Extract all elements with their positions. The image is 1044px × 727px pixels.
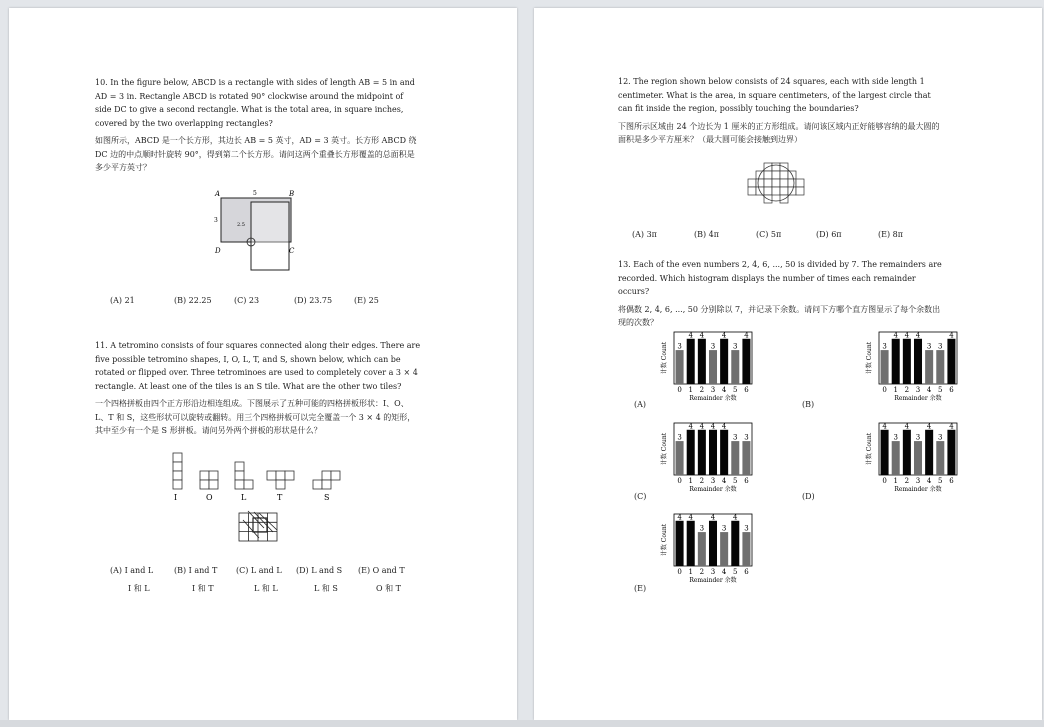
question-10 <box>95 76 421 175</box>
answer-option[interactable]: (B) 22.25 <box>174 296 212 305</box>
bar <box>676 350 684 384</box>
x-tick-label: 1 <box>688 386 693 394</box>
question-13-text: 13. Each of the even numbers 2, 4, 6, ..., 50 is divided by 7. The remainders are recorded. Which histogram displays the number of times each remainder occurs? <box>618 260 942 296</box>
histogram-e[interactable] <box>634 508 754 590</box>
question-10-text: 10. In the figure below, ABCD is a rectangle with sides of length AB = 5 in and AD = 3 in. Rectangle ABCD is rotated 90° clockwise around the midpoint of side DC to give a second rectangle. What is the total area, in square inches, covered by the two overlapping rectangles? <box>95 78 415 128</box>
label-side-left: 3 <box>214 217 218 224</box>
bar <box>742 339 750 384</box>
bar-value-label: 4 <box>926 422 932 431</box>
x-tick-label: 2 <box>904 477 910 485</box>
histogram-a[interactable] <box>634 326 754 408</box>
bar-value-label: 4 <box>710 513 716 522</box>
x-axis-label: Remainder 余数 <box>689 486 737 493</box>
bar-value-label: 3 <box>744 524 749 533</box>
bar <box>947 430 955 475</box>
grid-square <box>788 179 796 187</box>
question-11-answers-zh <box>128 583 436 594</box>
rectangle-3x4-sketch <box>237 510 281 544</box>
answer-option[interactable]: (D) 6π <box>816 230 842 239</box>
question-11-answers <box>110 566 418 575</box>
bar <box>720 339 728 384</box>
grid-square <box>764 179 772 187</box>
x-tick-label: 0 <box>882 477 887 485</box>
bar <box>698 532 706 566</box>
bar-value-label: 3 <box>677 342 682 351</box>
bar-value-label: 4 <box>721 331 727 340</box>
bar-value-label: 3 <box>938 342 943 351</box>
bar-value-label: 4 <box>904 422 910 431</box>
histogram-option-letter[interactable]: (B) <box>802 400 815 409</box>
histogram-option-letter[interactable]: (D) <box>802 492 815 501</box>
x-tick-label: 6 <box>949 386 954 394</box>
bar <box>936 350 944 384</box>
x-tick-label: 5 <box>733 568 738 576</box>
bar <box>892 441 900 475</box>
x-tick-label: 5 <box>733 386 738 394</box>
grid-square <box>772 163 780 171</box>
x-tick-label: 5 <box>733 477 738 485</box>
x-tick-label: 5 <box>938 386 943 394</box>
x-tick-label: 4 <box>721 477 727 485</box>
question-10-figure <box>209 186 309 281</box>
x-tick-label: 2 <box>904 386 910 394</box>
page-right <box>534 8 1042 720</box>
x-tick-label: 3 <box>710 477 716 485</box>
grid-square <box>780 179 788 187</box>
grid-square <box>796 179 804 187</box>
grid-square <box>748 179 756 187</box>
x-tick-label: 5 <box>938 477 943 485</box>
answer-option[interactable]: (A) I and L <box>110 566 154 575</box>
grid-square <box>772 179 780 187</box>
label-b: B <box>289 190 295 198</box>
x-tick-label: 6 <box>744 477 749 485</box>
x-tick-label: 1 <box>893 477 898 485</box>
shape-label-l: L <box>241 493 247 502</box>
answer-option-zh: I 和 L <box>128 584 150 593</box>
bar <box>687 339 695 384</box>
horizontal-scrollbar[interactable] <box>0 720 1044 727</box>
shape-label-s: S <box>324 493 330 502</box>
bar-value-label: 3 <box>882 342 887 351</box>
question-13 <box>618 258 944 330</box>
label-inner: 2.5 <box>237 222 245 228</box>
bar-value-label: 3 <box>721 524 727 533</box>
histogram-option-letter[interactable]: (A) <box>634 400 647 409</box>
x-axis-label: Remainder 余数 <box>894 395 942 402</box>
histogram-option-letter[interactable]: (C) <box>634 492 647 501</box>
grid-square <box>796 187 804 195</box>
bar <box>698 339 706 384</box>
bar <box>881 430 889 475</box>
bar-value-label: 4 <box>721 422 727 431</box>
grid-square <box>772 171 780 179</box>
bar-value-label: 4 <box>699 422 705 431</box>
answer-option[interactable]: (E) 25 <box>354 296 379 305</box>
grid-square <box>748 187 756 195</box>
grid-square <box>780 171 788 179</box>
bar-value-label: 3 <box>710 342 716 351</box>
bar <box>742 441 750 475</box>
x-axis-label: Remainder 余数 <box>894 486 942 493</box>
answer-option[interactable]: (A) 21 <box>110 296 135 305</box>
answer-option[interactable]: (C) L and L <box>236 566 282 575</box>
question-13-text-zh: 将偶数 2, 4, 6, ..., 50 分别除以 7，并记录下余数。请问下方哪个直方图显示了每个余数出现的次数？ <box>618 304 941 327</box>
question-12-text: 12. The region shown below consists of 24 squares, each with side length 1 centimeter. What is the area, in square centimeters, of the largest circle that can fit inside the region, possibly touching the boundaries? <box>618 77 931 113</box>
bar-value-label: 3 <box>677 433 682 442</box>
bar <box>687 430 695 475</box>
question-11-text-zh: 一个四格拼板由四个正方形沿边相连组成。下图展示了五种可能的四格拼板形状：I、O、L、T 和 S，这些形状可以旋转或翻转。用三个四格拼板可以完全覆盖一个 3 × 4 的矩形，其中至少有一个是 S 形拼板。请问另外两个拼板的形状是什么？ <box>95 399 416 435</box>
bar-value-label: 4 <box>915 331 921 340</box>
answer-option[interactable]: (D) L and S <box>296 566 343 575</box>
bar-value-label: 4 <box>688 422 693 431</box>
answer-option[interactable]: (E) 8π <box>878 230 903 239</box>
x-tick-label: 2 <box>699 568 705 576</box>
bar-value-label: 3 <box>926 342 932 351</box>
x-tick-label: 1 <box>688 477 693 485</box>
bar-value-label: 4 <box>699 331 705 340</box>
shape-label-i: I <box>174 493 178 502</box>
answer-option[interactable]: (E) O and T <box>358 566 405 575</box>
histogram-c[interactable] <box>634 417 754 499</box>
bar-value-label: 4 <box>677 513 682 522</box>
bar <box>903 339 911 384</box>
question-12 <box>618 75 944 147</box>
bar-value-label: 3 <box>699 524 705 533</box>
x-tick-label: 3 <box>710 386 716 394</box>
grid-square <box>772 187 780 195</box>
bar-value-label: 4 <box>744 331 749 340</box>
label-side-top: 5 <box>253 190 257 197</box>
y-axis-label: 计数 Count <box>866 432 873 466</box>
x-tick-label: 0 <box>882 386 887 394</box>
bar <box>947 339 955 384</box>
bar-value-label: 4 <box>904 331 910 340</box>
bar-value-label: 3 <box>744 433 749 442</box>
x-tick-label: 1 <box>688 568 693 576</box>
y-axis-label: 计数 Count <box>661 523 668 557</box>
bar <box>914 441 922 475</box>
bar <box>903 430 911 475</box>
answer-option[interactable]: (D) 23.75 <box>294 296 333 305</box>
x-tick-label: 4 <box>721 386 727 394</box>
label-d: D <box>215 247 221 255</box>
bar-value-label: 4 <box>949 422 954 431</box>
question-11 <box>95 339 421 438</box>
x-tick-label: 3 <box>915 386 921 394</box>
bar-value-label: 3 <box>893 433 898 442</box>
answer-option[interactable]: (C) 5π <box>756 230 782 239</box>
answer-option[interactable]: (A) 3π <box>632 230 657 239</box>
grid-square <box>756 179 764 187</box>
bar <box>676 521 684 566</box>
question-12-figure <box>745 158 807 208</box>
bar <box>687 521 695 566</box>
y-axis-label: 计数 Count <box>661 341 668 375</box>
bar <box>881 350 889 384</box>
bar <box>731 441 739 475</box>
x-tick-label: 3 <box>915 477 921 485</box>
x-tick-label: 3 <box>710 568 716 576</box>
bar-value-label: 4 <box>688 331 693 340</box>
tetromino-shapes-figure <box>169 451 344 503</box>
bar <box>914 339 922 384</box>
histogram-option-letter[interactable]: (E) <box>634 584 647 593</box>
bar <box>709 430 717 475</box>
x-tick-label: 6 <box>744 386 749 394</box>
x-tick-label: 0 <box>677 386 682 394</box>
answer-option-zh: O 和 T <box>376 584 401 593</box>
bar <box>925 430 933 475</box>
histogram-d[interactable] <box>839 417 959 499</box>
answer-option-zh: L 和 L <box>254 584 278 593</box>
grid-square <box>764 171 772 179</box>
x-tick-label: 0 <box>677 477 682 485</box>
grid-square <box>780 187 788 195</box>
x-tick-label: 6 <box>949 477 954 485</box>
question-10-answers <box>110 296 404 305</box>
y-axis-label: 计数 Count <box>866 341 873 375</box>
answer-option[interactable]: (C) 23 <box>234 296 260 305</box>
bar-value-label: 4 <box>688 513 693 522</box>
label-a: A <box>215 190 221 198</box>
question-12-text-zh: 下图所示区域由 24 个边长为 1 厘米的正方形组成。请问该区域内正好能够容纳的最大圆的面积是多少平方厘米？（最大圆可能会接触到边界） <box>618 121 940 144</box>
question-12-answers <box>632 230 928 239</box>
bar-value-label: 3 <box>938 433 943 442</box>
bar <box>676 441 684 475</box>
histogram-b[interactable] <box>839 326 959 408</box>
x-tick-label: 2 <box>699 477 705 485</box>
x-axis-label: Remainder 余数 <box>689 395 737 402</box>
shape-label-t: T <box>277 493 283 502</box>
x-tick-label: 4 <box>721 568 727 576</box>
bar-value-label: 3 <box>733 433 738 442</box>
question-10-text-zh: 如图所示，ABCD 是一个长方形，其边长 AB = 5 英寸，AD = 3 英寸。长方形 ABCD 绕 DC 边的中点顺时针旋转 90°，得到第二个长方形。请问这两个重叠长方形覆盖的总面积是多少平方英寸？ <box>95 136 417 172</box>
bar-value-label: 4 <box>882 422 887 431</box>
x-tick-label: 6 <box>744 568 749 576</box>
answer-option-zh: I 和 T <box>192 584 214 593</box>
grid-square <box>764 187 772 195</box>
answer-option[interactable]: (B) 4π <box>694 230 720 239</box>
bar <box>742 532 750 566</box>
bar-value-label: 4 <box>710 422 716 431</box>
bar <box>720 430 728 475</box>
bar-value-label: 3 <box>733 342 738 351</box>
x-tick-label: 0 <box>677 568 682 576</box>
shape-label-o: O <box>206 493 213 502</box>
question-11-text: 11. A tetromino consists of four squares connected along their edges. There are five possible tetromino shapes, I, O, L, T, and S, shown below, which can be rotated or flipped over. Three tetrominoes are used to completely cover a 3 × 4 rectangle. At least one of the tiles is an S tile. What are the other two tiles? <box>95 341 421 391</box>
x-tick-label: 4 <box>926 477 932 485</box>
bar <box>936 441 944 475</box>
answer-option-zh: L 和 S <box>314 584 338 593</box>
x-tick-label: 2 <box>699 386 705 394</box>
bar <box>698 430 706 475</box>
label-c: C <box>289 247 295 255</box>
bar-value-label: 4 <box>733 513 738 522</box>
bar <box>709 521 717 566</box>
bar-value-label: 4 <box>893 331 898 340</box>
bar <box>731 350 739 384</box>
y-axis-label: 计数 Count <box>661 432 668 466</box>
bar <box>720 532 728 566</box>
x-axis-label: Remainder 余数 <box>689 577 737 584</box>
page-left <box>9 8 517 720</box>
rotated-rectangle <box>251 202 289 270</box>
bar-value-label: 4 <box>949 331 954 340</box>
bar-value-label: 3 <box>915 433 921 442</box>
bar <box>731 521 739 566</box>
bar <box>892 339 900 384</box>
bar <box>925 350 933 384</box>
answer-option[interactable]: (B) I and T <box>174 566 218 575</box>
x-tick-label: 4 <box>926 386 932 394</box>
x-tick-label: 1 <box>893 386 898 394</box>
bar <box>709 350 717 384</box>
